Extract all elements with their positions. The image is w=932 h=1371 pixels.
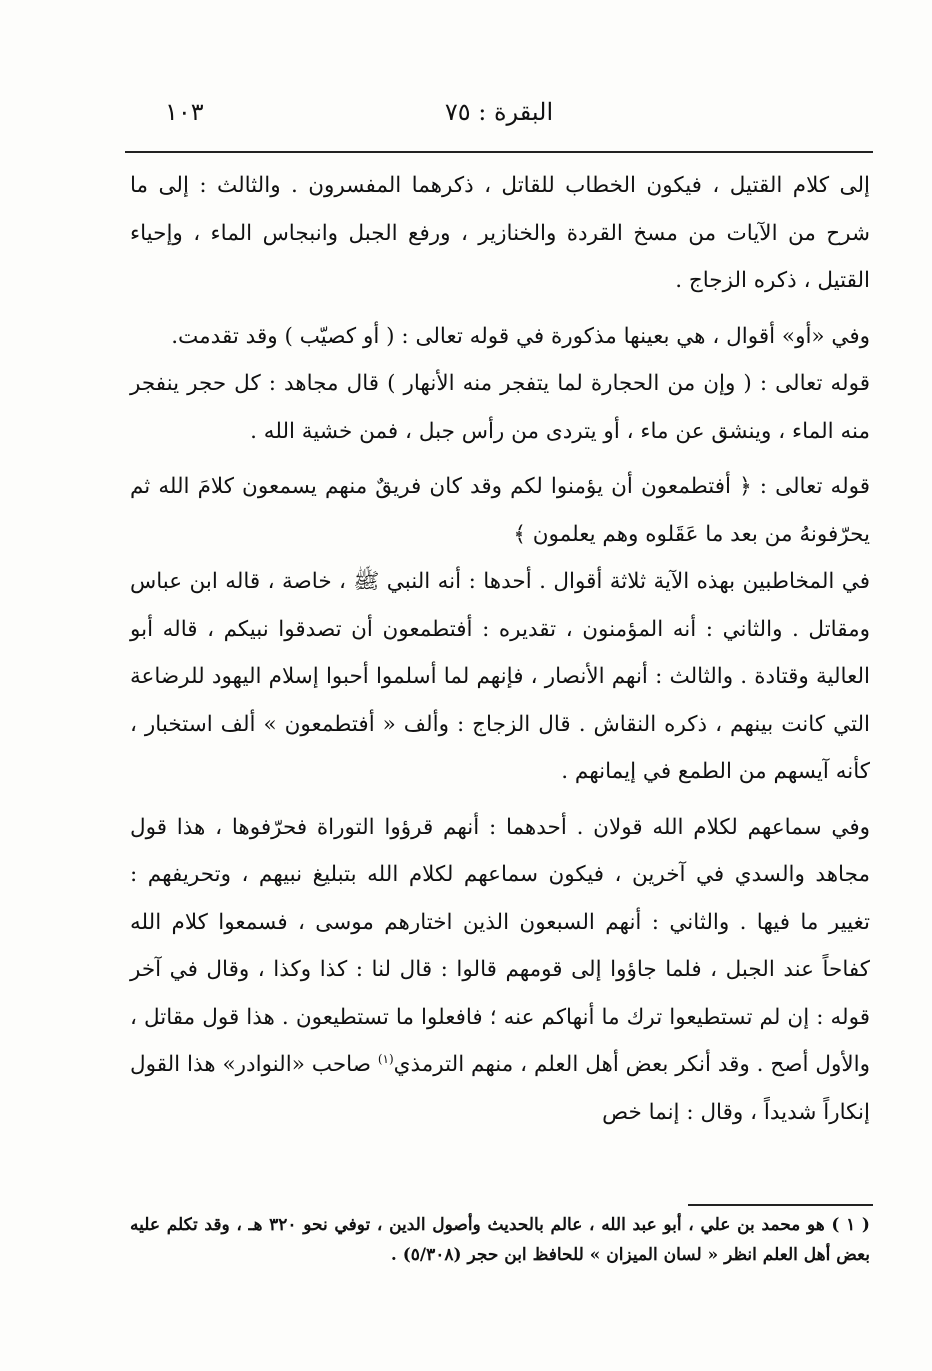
paragraph-2: وفي «أو» أقوال ، هي بعينها مذكورة في قوله تعالى : ( أو كصيّب ) وقد تقدمت. bbox=[171, 323, 870, 349]
page-number: ١٠٣ bbox=[165, 98, 204, 126]
footnote-divider bbox=[688, 1204, 873, 1206]
footnote: ( ١ ) هو محمد بن علي ، أبو عبد الله ، عالم بالحديث وأصول الدين ، توفي نحو ٣٢٠ هـ ، وقد تكلم عليه بعض أهل العلم انظر « لسان الميزان » للحافظ ابن حجر (٥/٣٠٨) . bbox=[130, 1215, 870, 1265]
footnote-marker: (١) bbox=[377, 1051, 394, 1066]
header-divider bbox=[125, 151, 873, 153]
paragraph-6 bbox=[130, 804, 870, 1137]
paragraph-5: في المخاطبين بهذه الآية ثلاثة أقوال . أحدها : أنه النبي ﷺ ، خاصة ، قاله ابن عباس ومقاتل . والثاني : أنه المؤمنون ، تقديره : أفتطمعون أن تصدقوا نبيكم ، قاله أبو العالية وقتادة . والثالث : أنهم الأنصار ، فإنهم لما أسلموا أحبوا إسلام اليهود للرضاعة التي كانت بينهم ، ذكره النقاش . قال الزجاج : وألف « أفتطمعون » ألف استخبار ، كأنه آيسهم من الطمع في إيمانهم . bbox=[130, 569, 870, 784]
paragraph-6-tail: صاحب «النوادر» هذا القول إنكاراً شديداً ، وقال : إنما خص bbox=[130, 1052, 870, 1125]
body-text bbox=[130, 162, 870, 1136]
paragraph-verse: قوله تعالى : ﴿ أفتطمعون أن يؤمنوا لكم وقد كان فريقٌ منهم يسمعون كلامَ الله ثم يحرّفونهُ من بعد ما عَقَلوه وهم يعلمون ﴾ bbox=[130, 474, 870, 547]
paragraph-6-text: وفي سماعهم لكلام الله قولان . أحدهما : أنهم قرؤوا التوراة فحرّفوها ، هذا قول مجاهد والسدي في آخرين ، فيكون سماعهم لكلام الله بتبليغ نبيهم ، وتحريفهم : تغيير ما فيها . والثاني : أنهم السبعون الذين اختارهم موسى ، فسمعوا كلام الله كفاحاً عند الجبل ، فلما جاؤوا إلى قومهم قالوا : قال لنا : كذا وكذا ، وقال في آخر قوله : إن لم تستطيعوا ترك ما أنهاكم عنه ؛ فافعلوا ما تستطيعون . هذا قول مقاتل ، والأول أصح . وقد أنكر بعض أهل العلم ، منهم الترمذي bbox=[130, 814, 870, 1077]
running-title: البقرة : ٧٥ bbox=[444, 98, 554, 126]
paragraph-3: قوله تعالى : ( وإن من الحجارة لما يتفجر منه الأنهار ) قال مجاهد : كل حجر ينفجر منه الماء ، وينشق عن ماء ، أو يتردى من رأس جبل ، فمن خشية الله . bbox=[130, 371, 870, 444]
paragraph-1: إلى كلام القتيل ، فيكون الخطاب للقاتل ، ذكرهما المفسرون . والثالث : إلى ما شرح من الآيات من مسخ القردة والخنازير ، ورفع الجبل وانبجاس الماء ، وإحياء القتيل ، ذكره الزجاج . bbox=[130, 173, 870, 293]
page-header bbox=[125, 92, 873, 142]
